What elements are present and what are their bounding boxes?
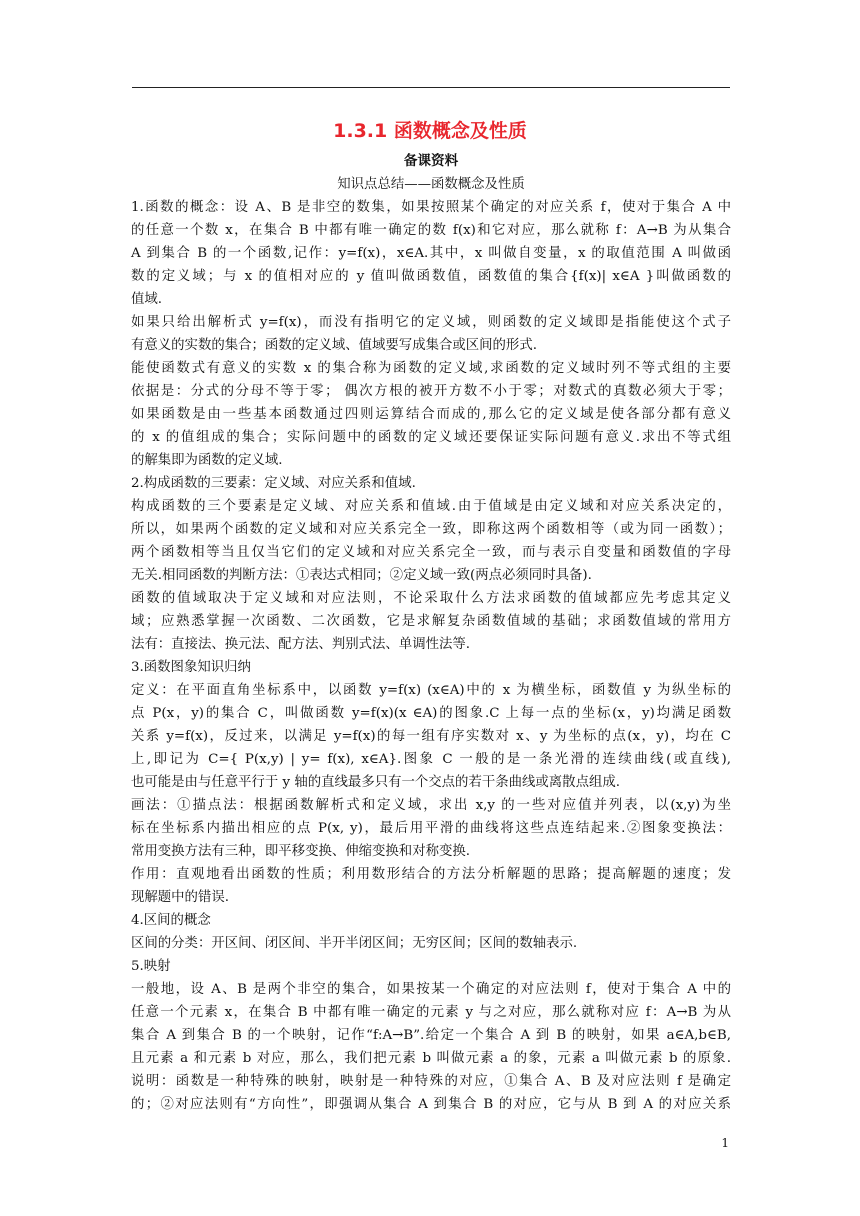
text-line: 区间的分类：开区间、闭区间、半开半闭区间；无穷区间；区间的数轴表示.	[131, 936, 578, 951]
text-line: 函数的值域取决于定义域和对应法则，不论采取什么方法求函数的值域都应先考虑其定义	[131, 591, 731, 606]
text-line: 常用变换方法有三种，即平移变换、伸缩变换和对称变换.	[131, 844, 471, 859]
text-line: 作用：直观地看出函数的性质；利用数形结合的方法分析解题的思路；提高解题的速度；发	[131, 867, 731, 882]
text-line: 且元素 a 和元素 b 对应，那么，我们把元素 b 叫做元素 a 的象，元素 a 叫做元素 b 的原象.	[131, 1051, 731, 1066]
text-line: 上,即记为 C={ P(x,y) | y= f(x), x∈A}.图象 C 一般的是一条光滑的连续曲线(或直线),	[131, 752, 731, 767]
text-line: 现解题中的错误.	[131, 890, 229, 905]
page-number: 1	[721, 1136, 729, 1150]
text-line: 任意一个元素 x，在集合 B 中都有唯一确定的元素 y 与之对应，那么就称对应 f：A→B 为从	[131, 1005, 731, 1020]
text-line: 域；应熟悉掌握一次函数、二次函数，它是求解复杂函数值域的基础；求函数值域的常用方	[131, 614, 731, 629]
text-line: 5.映射	[131, 959, 171, 974]
text-line: 点 P(x，y)的集合 C，叫做函数 y=f(x)(x ∈A)的图象.C 上每一点的坐标(x，y)均满足函数	[131, 706, 731, 721]
text-line: 4.区间的概念	[131, 913, 211, 928]
text-line: 两个函数相等当且仅当它们的定义域和对应关系完全一致，而与表示自变量和函数值的字母	[131, 545, 731, 560]
text-line: 所以，如果两个函数的定义域和对应关系完全一致，即称这两个函数相等（或为同一函数）；	[131, 522, 731, 537]
text-line: 有意义的实数的集合；函数的定义域、值域要写成集合或区间的形式.	[131, 338, 537, 353]
text-line: 画法：①描点法：根据函数解析式和定义域，求出 x,y 的一些对应值并列表，以(x,y)为坐	[131, 798, 731, 813]
text-line: 的 x 的值组成的集合；实际问题中的函数的定义域还要保证实际问题有意义.求出不等式组	[131, 430, 731, 445]
text-line: 如果只给出解析式 y=f(x)，而没有指明它的定义域，则函数的定义域即是指能使这个式子	[131, 315, 731, 330]
text-line: 标在坐标系内描出相应的点 P(x, y)，最后用平滑的曲线将这些点连结起来.②图象变换法：	[131, 821, 731, 836]
text-line: 集合 A 到集合 B 的一个映射，记作“f:A→B”.给定一个集合 A 到 B 的映射，如果 a∈A,b∈B,	[131, 1028, 731, 1043]
text-line: 说明：函数是一种特殊的映射，映射是一种特殊的对应，①集合 A、B 及对应法则 f 是确定	[131, 1074, 731, 1089]
text-line: 的任意一个数 x，在集合 B 中都有唯一确定的数 f(x)和它对应，那么就称 f：A→B 为从集合	[131, 223, 731, 238]
text-line: 一般地，设 A、B 是两个非空的集合，如果按某一个确定的对应法则 f，使对于集合 A 中的	[131, 982, 731, 997]
text-line: 如果函数是由一些基本函数通过四则运算结合而成的,那么它的定义域是使各部分都有意义	[131, 407, 731, 422]
text-line: 的解集即为函数的定义域.	[131, 453, 283, 468]
text-line: 无关.相同函数的判断方法：①表达式相同；②定义域一致(两点必须同时具备).	[131, 568, 592, 583]
text-line: 值域.	[131, 292, 163, 307]
text-line: 也可能是由与任意平行于 y 轴的直线最多只有一个交点的若干条曲线或离散点组成.	[131, 775, 621, 790]
text-line: 关系 y=f(x)，反过来，以满足 y=f(x)的每一组有序实数对 x、y 为坐标的点(x，y)，均在 C	[131, 729, 731, 744]
section-heading: 备课资料	[403, 153, 459, 169]
text-line: 依据是：分式的分母不等于零； 偶次方根的被开方数不小于零；对数式的真数必须大于零；	[131, 384, 731, 399]
text-line: 3.函数图象知识归纳	[131, 660, 251, 675]
document-body	[131, 150, 731, 1116]
text-line: 法有：直接法、换元法、配方法、判别式法、单调性法等.	[131, 637, 471, 652]
section-subheading: 知识点总结——函数概念及性质	[337, 177, 525, 192]
text-line: 2.构成函数的三要素：定义域、对应关系和值域.	[131, 476, 416, 491]
body-text	[131, 196, 731, 1116]
text-line: 构成函数的三个要素是定义域、对应关系和值域.由于值域是由定义域和对应关系决定的，	[131, 499, 731, 514]
text-line: 的；②对应法则有“方向性”，即强调从集合 A 到集合 B 的对应，它与从 B 到 A 的对应关系	[131, 1097, 731, 1112]
page-title: 1.3.1 函数概念及性质	[333, 120, 527, 142]
text-line: 1.函数的概念：设 A、B 是非空的数集，如果按照某个确定的对应关系 f，使对于集合 A 中	[131, 200, 731, 215]
header-rule	[132, 87, 730, 88]
text-line: A 到集合 B 的一个函数,记作：y=f(x)，x∈A.其中，x 叫做自变量，x 的取值范围 A 叫做函	[131, 246, 731, 261]
text-line: 定义：在平面直角坐标系中，以函数 y=f(x) (x∈A)中的 x 为横坐标，函数值 y 为纵坐标的	[131, 683, 731, 698]
text-line: 数的定义域；与 x 的值相对应的 y 值叫做函数值，函数值的集合{f(x)| x∈A }叫做函数的	[131, 269, 731, 284]
text-line: 能使函数式有意义的实数 x 的集合称为函数的定义域,求函数的定义域时列不等式组的主要	[131, 361, 731, 376]
